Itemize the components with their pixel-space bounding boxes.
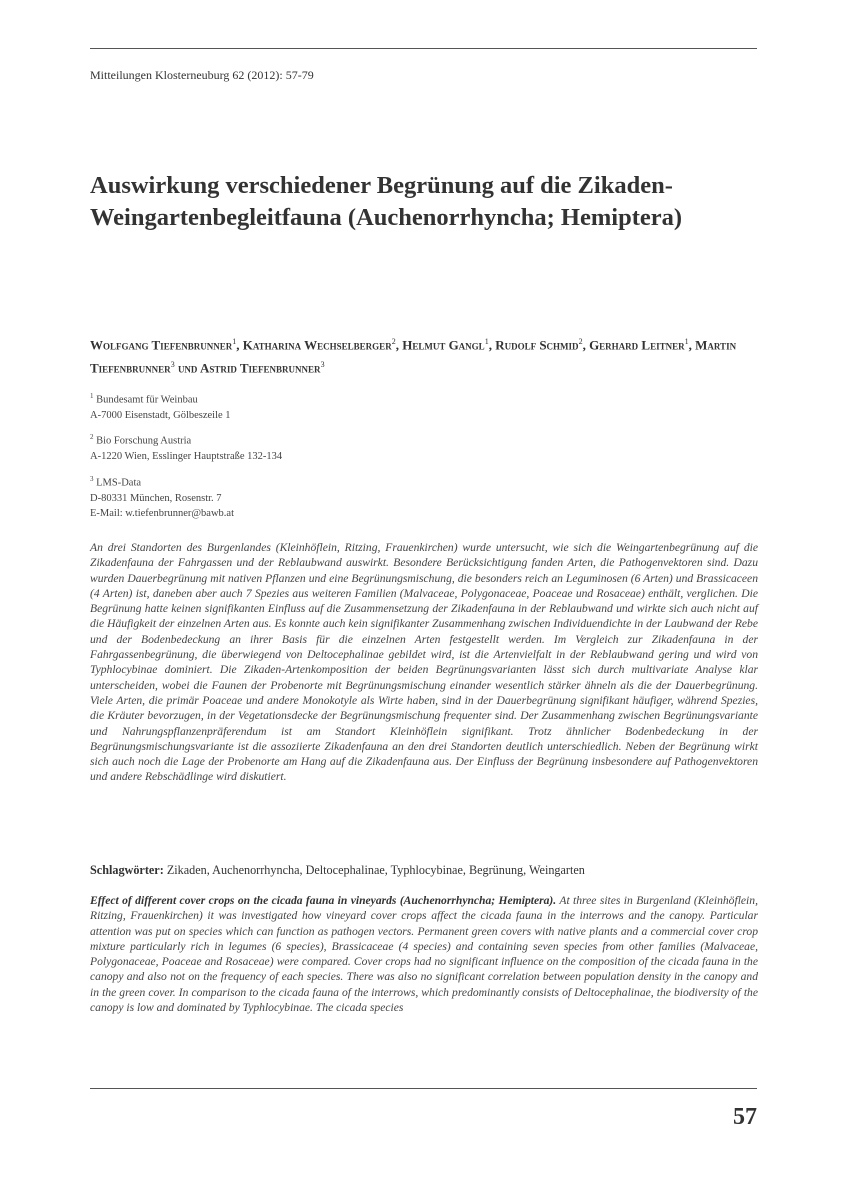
header-rule [90,48,757,49]
author-separator: , [395,337,403,353]
journal-reference: Mitteilungen Klosterneuburg 62 (2012): 57-79 [90,68,314,82]
author-affiliation-mark: 3 [170,360,175,370]
author-name: Martin Tiefenbrunner [90,337,737,376]
author-name: Helmut Gangl [402,337,485,353]
author-separator: , [236,337,243,353]
author-name: Gerhard Leitner [589,337,685,353]
affiliation-institution: Bio Forschung Austria [96,435,192,447]
author-separator: , [582,337,590,353]
author-separator: und [174,360,200,376]
affiliation-number: 1 [90,392,94,400]
affiliation-number: 2 [90,433,94,441]
author-affiliation-mark: 1 [484,337,489,346]
author-affiliation-mark: 1 [684,337,689,346]
affiliation-3 [90,472,490,521]
summary-english [90,893,758,1015]
affiliation-institution: Bundesamt für Weinbau [96,394,198,406]
article-title: Auswirkung verschiedener Begrünung auf die Zikaden-Weingartenbegleitfauna (Auchenorrhyncha; Hemiptera) [90,172,683,231]
author-name: Katharina Wechselberger [242,337,392,353]
author-separator: , [688,337,696,353]
affiliation-address: A-1220 Wien, Esslinger Hauptstraße 132-134 [90,450,283,462]
author-name: Astrid Tiefenbrunner [199,360,321,376]
abstract-german: An drei Standorten des Burgenlandes (Kleinhöflein, Ritzing, Frauenkirchen) wurde untersucht, wie sich die Weingartenbegrünung auf die Zikadenfauna der Fahrgassen und der Reblaubwand auswirkt. Besondere Berücksichtigung fanden Arten, die Pathogenvektoren sind. Dazu wurden Dauerbegrünung mit nativen Pflanzen und eine Begrünungsmischung, die besonders reich an Leguminosen (6 Arten) und Brassicaceen (4 Arten) ist, daneben aber auch 7 Spezies aus weiteren Familien (Malvaceae, Polygonaceae, Poaceae und Rosaceae) enthält, verglichen. Die Begrünung hatte keinen signifikanten Einfluss auf die Zusammensetzung der Zikadenfauna in der Reblaubwand und wirkte sich auch nicht auf die Häufigkeit der einzelnen Arten aus. Es konnte auch kein signifikanter Zusammenhang zwischen Individuendichte in der Laubwand der Rebe und der Bodenbedeckung an ihrer Basis für die einzelnen Arten festgestellt werden. Im Vergleich zur Zikadenfauna in der Fahrgassenbegrünung, die überwiegend von Deltocephalinae gebildet wird, ist die Artenvielfalt in der Reblaubwand gering und wird von Typhlocybinae dominiert. Die Zikaden-Artenkomposition der beiden Begrünungsvarianten lässt sich durch multivariate Analyse klar unterscheiden, wobei die Faunen der Probenorte mit Begrünungsmischung einander wesentlich stärker ähneln als die der Dauerbegrünung. Viele Arten, die primär Poaceae und andere Monokotyle als Wirte haben, sind in der Dauerbegrünung signifikant häufiger, während Spezies, die Kräuter bevorzugen, in der Vegetationsdecke der Begrünungsmischung frequenter sind. Der Zusammenhang zwischen Begrünungsvariante und Nahrungspflanzenpräferendum ist am Standort Kleinhöflein signifikant. Trotz ähnlicher Bodenbedeckung in der Begrünungsmischungsvariante ist die assoziierte Zikadenfauna an den drei Standorten deutlich unterschiedlich. Neben der Begrünung wirkt sich auch noch die Lage der Probenorte am Hang auf die Zikadenfauna aus. Der Einfluss der Begrünung insbesondere auf Pathogenvektoren und andere Rebschädlinge wird diskutiert. [90,541,758,784]
page-number: 57 [733,1104,757,1130]
affiliation-address: D-80331 München, Rosenstr. 7 [90,492,222,504]
author-affiliation-mark: 3 [320,360,325,370]
author-name: Wolfgang Tiefenbrunner [90,337,233,353]
affiliation-2 [90,430,490,464]
author-affiliation-mark: 2 [578,337,583,346]
keywords [90,862,758,878]
summary-title: Effect of different cover crops on the cicada fauna in vineyards (Auchenorrhyncha; Hemiptera). [90,894,557,907]
author-affiliation-mark: 1 [232,337,237,346]
affiliation-institution: LMS-Data [96,477,142,489]
affiliation-email: E-Mail: w.tiefenbrunner@bawb.at [90,507,234,519]
summary-text: At three sites in Burgenland (Kleinhöflein, Ritzing, Frauenkirchen) it was investigated how vineyard cover crops affect the cicada fauna in the interrows and the canopy. Particular attention was put on species which can function as pathogen vectors. Permanent green covers with native plants and a commercial cover crop mixture particularly rich in legumes (6 species), Brassicaceae (4 species) and containing seven species from other families (Malvaceae, Polygonaceae, Poaceae and Rosaceae) were compared. Cover crops had no significant influence on the composition of the cicada fauna in the canopy and also not on the frequency of each species. There was also no significant correlation between population density in the canopy and in the green cover. In comparison to the cicada fauna of the interrows, which predominantly consists of Deltocephalinae, the biodiversity of the canopy is low and dominated by Typhlocybinae. The cicada species [90,894,758,1015]
author-affiliation-mark: 2 [391,337,396,346]
affiliation-address: A-7000 Eisenstadt, Gölbeszeile 1 [90,409,231,421]
affiliation-number: 3 [90,475,94,483]
keywords-label: Schlagwörter: [90,863,164,877]
keywords-list: Zikaden, Auchenorrhyncha, Deltocephalinae, Typhlocybinae, Begrünung, Weingarten [166,863,585,877]
author-list [90,332,760,379]
affiliation-1 [90,389,490,423]
author-separator: , [488,337,496,353]
footer-rule [90,1088,757,1089]
author-name: Rudolf Schmid [495,337,579,353]
